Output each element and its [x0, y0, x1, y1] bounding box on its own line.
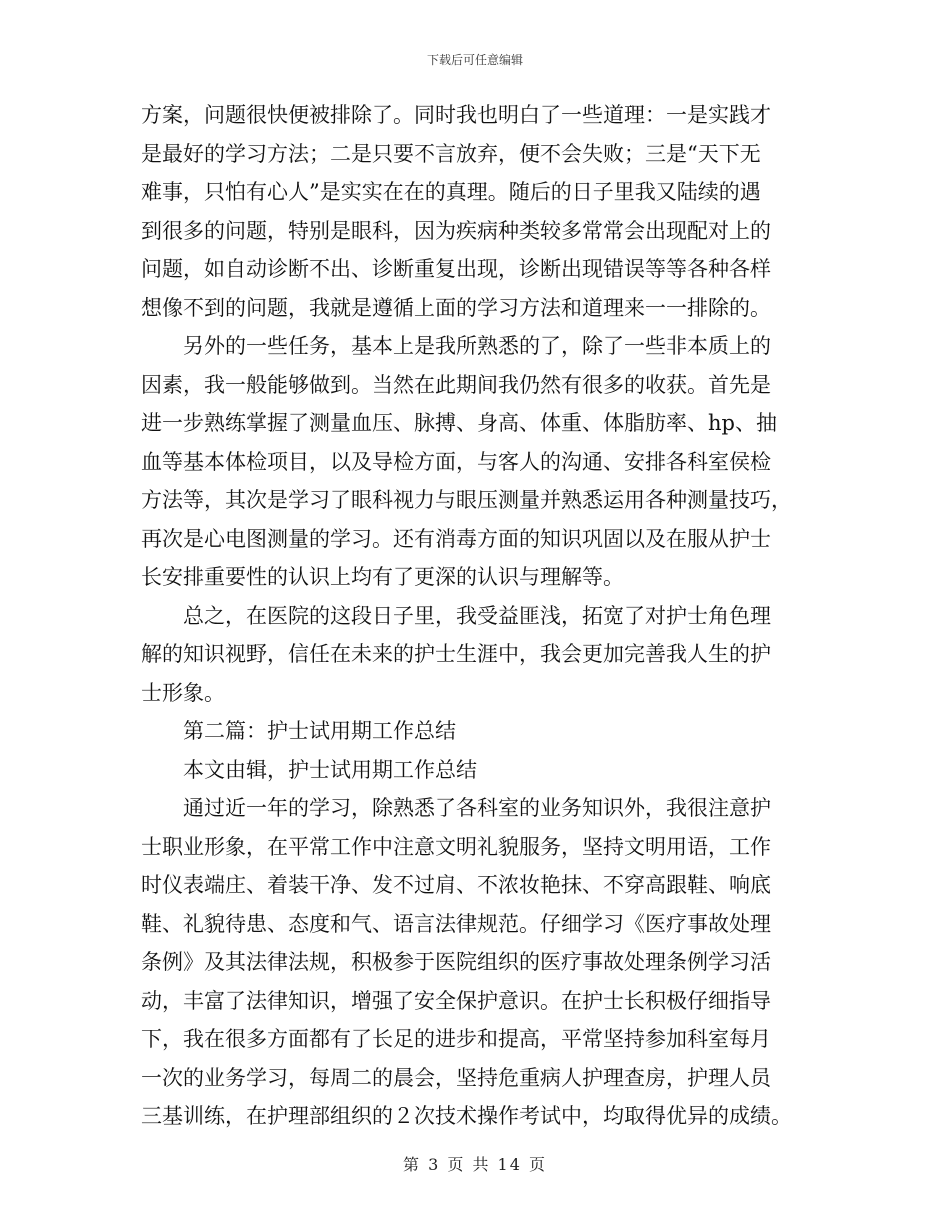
- body-line: 方案，问题很快便被排除了。同时我也明白了一些道理：一是实践才: [141, 103, 771, 127]
- body-line: 另外的一些任务，基本上是我所熟悉的了，除了一些非本质上的: [183, 334, 771, 358]
- section-heading: 第二篇：护士试用期工作总结: [183, 719, 456, 743]
- body-line: 进一步熟练掌握了测量血压、脉搏、身高、体重、体脂肪率、hp、抽: [141, 411, 777, 435]
- body-line: 总之，在医院的这段日子里，我受益匪浅，拓宽了对护士角色理: [183, 603, 771, 628]
- document-body: [141, 96, 809, 1136]
- body-line: 时仪表端庄、着装干净、发不过肩、不浓妆艳抹、不穿高跟鞋、响底: [141, 873, 771, 897]
- page-header: 下载后可任意编辑: [426, 53, 523, 67]
- body-line: 士形象。: [141, 680, 225, 705]
- body-line: 动，丰富了法律知识，增强了安全保护意识。在护士长积极仔细指导: [141, 988, 771, 1013]
- body-line: 士职业形象，在平常工作中注意文明礼貌服务，坚持文明用语，工作: [141, 834, 771, 859]
- body-line: 长安排重要性的认识上均有了更深的认识与理解等。: [141, 565, 624, 589]
- body-line: 下，我在很多方面都有了长足的进步和提高，平常坚持参加科室每月: [141, 1027, 771, 1051]
- body-line: 三基训练，在护理部组织的２次技术操作考试中，均取得优异的成绩。: [141, 1104, 792, 1128]
- body-line: 因素，我一般能够做到。当然在此期间我仍然有很多的收获。首先是: [141, 372, 771, 397]
- body-line: 到很多的问题，特别是眼科，因为疾病种类较多常常会出现配对上的: [141, 218, 771, 243]
- page-footer: 第 3 页 共 14 页: [403, 1155, 547, 1174]
- body-line: 问题，如自动诊断不出、诊断重复出现，诊断出现错误等等各种各样: [141, 257, 771, 281]
- body-line: 鞋、礼貌待患、态度和气、语言法律规范。仔细学习《医疗事故处理: [141, 911, 771, 936]
- body-line: 想像不到的问题，我就是遵循上面的学习方法和道理来一一排除的。: [141, 295, 771, 320]
- body-line: 血等基本体检项目，以及导检方面，与客人的沟通、安排各科室侯检: [141, 449, 771, 474]
- body-line: 方法等，其次是学习了眼科视力与眼压测量并熟悉运用各种测量技巧，: [141, 488, 792, 512]
- body-line: 难事，只怕有心人”是实实在在的真理。随后的日子里我又陆续的遇: [141, 180, 761, 204]
- body-line: 再次是心电图测量的学习。还有消毒方面的知识巩固以及在服从护士: [141, 526, 771, 551]
- body-line: 是最好的学习方法；二是只要不言放弃，便不会失败；三是“天下无: [141, 141, 761, 166]
- body-line: 一次的业务学习，每周二的晨会，坚持危重病人护理查房，护理人员: [141, 1065, 771, 1090]
- body-line: 条例》及其法律法规，积极参于医院组织的医疗事故处理条例学习活: [141, 950, 771, 974]
- body-line: 解的知识视野，信任在未来的护士生涯中，我会更加完善我人生的护: [141, 642, 771, 666]
- body-line: 本文由辑，护士试用期工作总结: [183, 757, 477, 782]
- body-line: 通过近一年的学习，除熟悉了各科室的业务知识外，我很注意护: [183, 796, 771, 820]
